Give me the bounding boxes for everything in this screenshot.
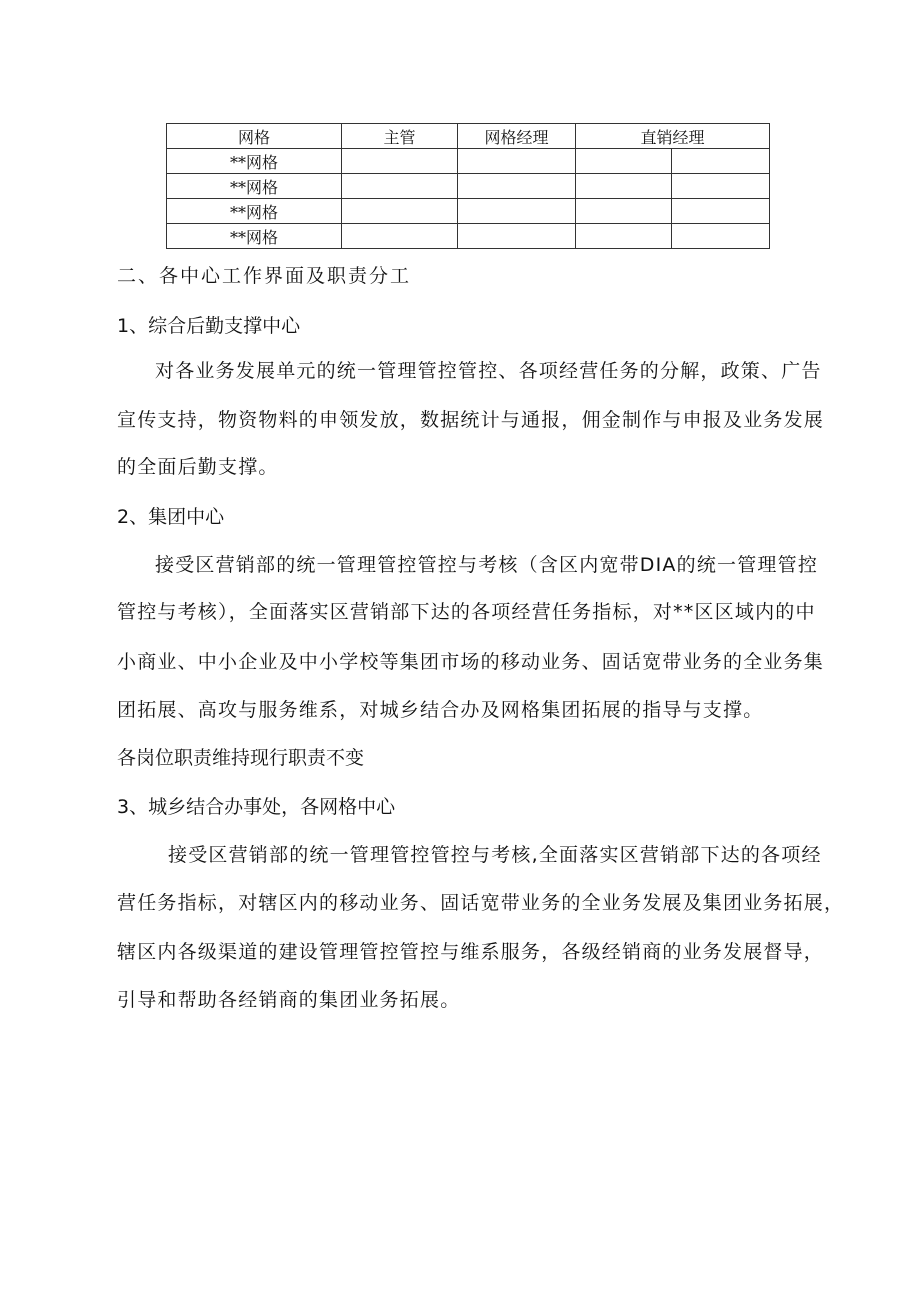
table-row bbox=[167, 199, 770, 224]
table-cell bbox=[342, 224, 458, 249]
section-1-line: 的全面后勤支撑。 bbox=[117, 456, 279, 478]
table-cell bbox=[576, 174, 672, 199]
table-cell bbox=[672, 199, 770, 224]
table-cell bbox=[342, 199, 458, 224]
table-cell bbox=[458, 174, 576, 199]
section-3-heading: 3、城乡结合办事处，各网格中心 bbox=[117, 796, 396, 818]
header-cell-grid: 网格 bbox=[167, 124, 342, 149]
section-3-line: 辖区内各级渠道的建设管理管控管控与维系服务，各级经销商的业务发展督导， bbox=[117, 941, 825, 963]
note-line: 各岗位职责维持现行职责不变 bbox=[117, 747, 365, 769]
table-cell bbox=[672, 149, 770, 174]
header-cell-grid-manager: 网格经理 bbox=[458, 124, 576, 149]
table-cell bbox=[672, 224, 770, 249]
table-cell bbox=[672, 174, 770, 199]
table-cell bbox=[342, 174, 458, 199]
section-2-line: 团拓展、高攻与服务维系，对城乡结合办及网格集团拓展的指导与支撑。 bbox=[117, 699, 764, 721]
table-row bbox=[167, 149, 770, 174]
table-cell bbox=[576, 149, 672, 174]
table-cell bbox=[576, 199, 672, 224]
section-2-line: 管控与考核），全面落实区营销部下达的各项经营任务指标，对**区区域内的中 bbox=[117, 601, 816, 623]
section-3-line: 引导和帮助各经销商的集团业务拓展。 bbox=[117, 989, 461, 1011]
section-2-line: 接受区营销部的统一管理管控管控与考核（含区内宽带DIA的统一管理管控 bbox=[155, 554, 819, 576]
section-1-heading: 1、综合后勤支撑中心 bbox=[117, 315, 301, 337]
table-cell bbox=[458, 199, 576, 224]
table-cell bbox=[576, 224, 672, 249]
table-row bbox=[167, 224, 770, 249]
table-cell bbox=[458, 149, 576, 174]
table-cell bbox=[458, 224, 576, 249]
table-cell: **网格 bbox=[167, 224, 342, 249]
section-3-line: 接受区营销部的统一管理管控管控与考核,全面落实区营销部下达的各项经 bbox=[168, 844, 822, 866]
section-3-line: 营任务指标，对辖区内的移动业务、固话宽带业务的全业务发展及集团业务拓展， bbox=[117, 892, 845, 914]
table-cell: **网格 bbox=[167, 174, 342, 199]
header-cell-direct-sales-manager: 直销经理 bbox=[576, 124, 770, 149]
table-row bbox=[167, 174, 770, 199]
section-title: 二、各中心工作界面及职责分工 bbox=[117, 265, 412, 287]
section-2-line: 小商业、中小企业及中小学校等集团市场的移动业务、固话宽带业务的全业务集 bbox=[117, 651, 825, 673]
grid-staff-table bbox=[166, 123, 770, 249]
table-cell: **网格 bbox=[167, 149, 342, 174]
section-1-line: 对各业务发展单元的统一管理管控管控、各项经营任务的分解，政策、广告 bbox=[155, 360, 822, 382]
section-2-heading: 2、集团中心 bbox=[117, 506, 225, 528]
header-cell-supervisor: 主管 bbox=[342, 124, 458, 149]
table-header-row bbox=[167, 124, 770, 149]
section-1-line: 宣传支持，物资物料的申领发放，数据统计与通报，佣金制作与申报及业务发展 bbox=[117, 409, 825, 431]
table-cell: **网格 bbox=[167, 199, 342, 224]
table-cell bbox=[342, 149, 458, 174]
